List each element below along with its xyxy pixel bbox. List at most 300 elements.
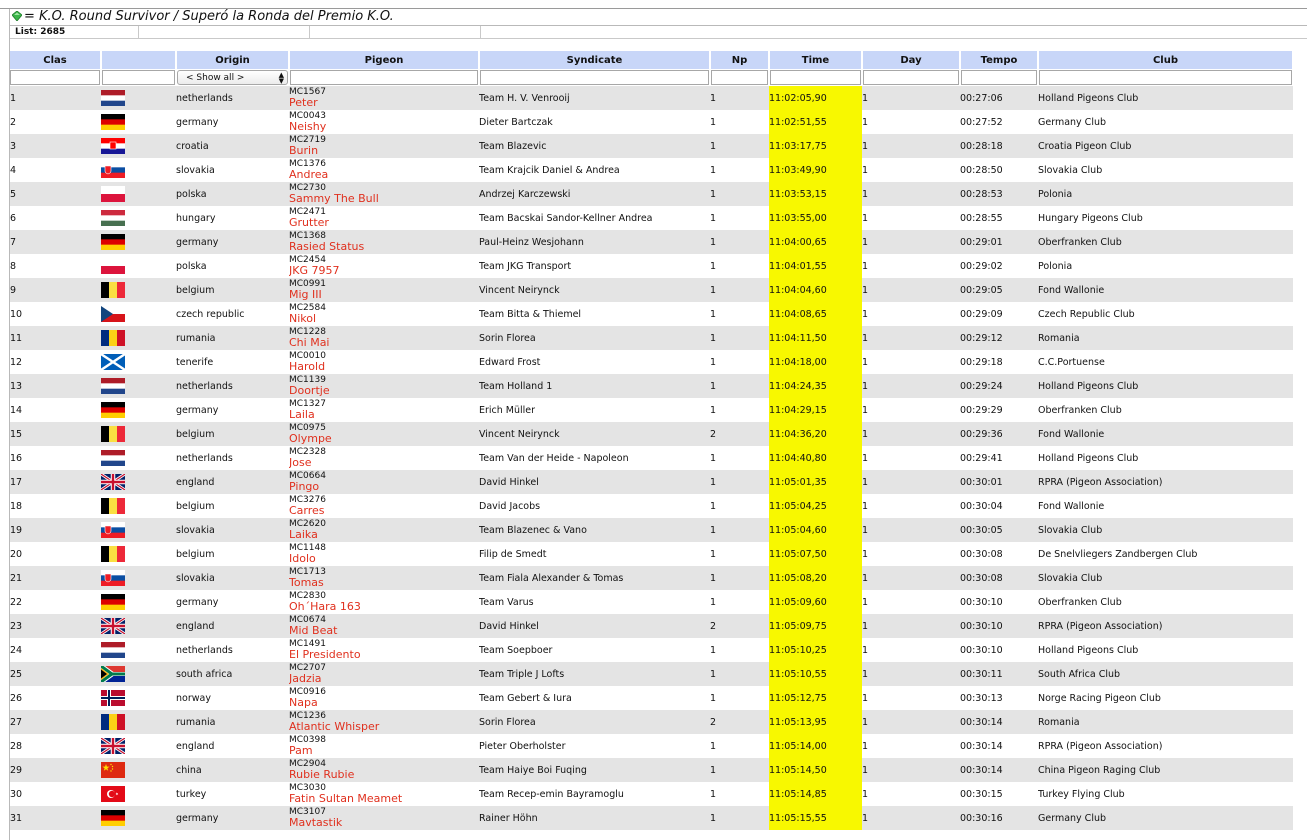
pigeon-id: MC2730 — [289, 183, 326, 193]
tempo-cell: 00:30:11 — [960, 662, 1038, 686]
pigeon-name-link[interactable]: Mig III — [289, 288, 322, 301]
flag-cell — [101, 542, 176, 566]
pigeon-name-link[interactable]: JKG 7957 — [289, 264, 340, 277]
np-cell: 1 — [710, 356, 717, 368]
table-row[interactable] — [10, 542, 1293, 566]
origin-cell: slovakia — [176, 518, 289, 542]
syndicate-cell: Team Blazenec & Vano — [479, 518, 710, 542]
tr-flag-icon — [101, 786, 125, 802]
flag-cell — [101, 302, 176, 326]
day-cell: 1 — [862, 566, 960, 590]
np-cell: 1 — [710, 452, 717, 464]
clas-cell: 27 — [10, 710, 101, 734]
club-cell: Oberfranken Club — [1038, 596, 1122, 608]
np-cell: 1 — [710, 662, 769, 686]
club-cell: China Pigeon Raging Club — [1038, 758, 1293, 782]
tempo-cell: 00:30:10 — [960, 644, 1003, 656]
pigeon-name-link[interactable]: Olympe — [289, 432, 332, 445]
clas-cell: 13 — [10, 374, 101, 398]
col-header-syndicate[interactable]: Syndicate — [479, 51, 710, 69]
pigeon-name-link[interactable]: Tomas — [289, 576, 324, 589]
np-cell: 2 — [710, 422, 769, 446]
flag-cell — [101, 86, 176, 110]
tempo-cell: 00:29:24 — [960, 374, 1038, 398]
club-cell: Polonia — [1038, 182, 1293, 206]
pigeon-id: MC2471 — [289, 207, 326, 217]
table-row[interactable] — [10, 350, 1293, 374]
np-cell: 1 — [710, 260, 717, 272]
tempo-cell: 00:30:08 — [960, 548, 1003, 560]
top-bar — [0, 0, 1307, 9]
table-row[interactable] — [10, 806, 1293, 830]
tempo-cell: 00:29:01 — [960, 230, 1038, 254]
syndicate-cell: Team Van der Heide - Napoleon — [479, 452, 629, 464]
syndicate-cell: Erich Müller — [479, 404, 536, 416]
syndicate-cell: Team Holland 1 — [479, 374, 710, 398]
pigeon-id: MC2830 — [289, 591, 326, 601]
day-cell: 1 — [862, 422, 960, 446]
clas-cell: 24 — [10, 644, 23, 656]
pigeon-id: MC1148 — [289, 543, 326, 553]
pigeon-id: MC2454 — [289, 255, 326, 265]
table-row[interactable] — [10, 230, 1293, 254]
day-cell: 1 — [862, 758, 960, 782]
clas-cell: 5 — [10, 182, 101, 206]
pigeon-name-link[interactable]: Rasied Status — [289, 240, 365, 253]
flag-cell — [101, 230, 176, 254]
time-cell: 11:05:08,20 — [769, 566, 862, 590]
table-row[interactable] — [10, 326, 1293, 350]
pigeon-id: MC0674 — [289, 615, 326, 625]
tempo-cell: 00:29:02 — [960, 260, 1003, 272]
flag-cell — [101, 350, 176, 374]
origin-cell: rumania — [176, 326, 289, 350]
flag-cell — [101, 446, 176, 470]
syndicate-filter-input[interactable] — [480, 70, 709, 85]
col-header-club[interactable]: Club — [1038, 51, 1293, 69]
pigeon-cell — [289, 734, 479, 758]
de-flag-icon — [101, 594, 125, 610]
club-cell: Fond Wallonie — [1038, 422, 1293, 446]
flag-cell — [101, 782, 176, 806]
pigeon-id: MC3107 — [289, 807, 326, 817]
day-cell: 1 — [862, 356, 869, 368]
pigeon-id: MC0975 — [289, 423, 326, 433]
day-cell: 1 — [862, 710, 960, 734]
pigeon-cell — [289, 494, 479, 518]
clas-cell: 8 — [10, 260, 17, 272]
clas-cell: 25 — [10, 662, 101, 686]
table-row[interactable] — [10, 374, 1293, 398]
flag-cell — [101, 614, 176, 638]
table-row[interactable] — [10, 638, 1293, 662]
col-header-flag — [101, 51, 176, 69]
pigeon-name-link[interactable]: Rubie Rubie — [289, 768, 355, 781]
club-cell: Slovakia Club — [1038, 566, 1293, 590]
pigeon-id: MC0010 — [289, 351, 326, 361]
time-cell: 11:05:13,95 — [769, 710, 862, 734]
clas-cell: 20 — [10, 548, 23, 560]
np-cell: 1 — [710, 164, 717, 176]
day-cell: 1 — [862, 230, 960, 254]
sk-flag-icon — [101, 522, 125, 538]
np-cell: 1 — [710, 116, 717, 128]
table-row[interactable] — [10, 566, 1293, 590]
tempo-cell: 00:30:08 — [960, 566, 1038, 590]
pigeon-filter-input[interactable] — [290, 70, 478, 85]
flag-cell — [101, 254, 176, 278]
time-cell: 11:03:17,75 — [769, 134, 862, 158]
clas-cell: 11 — [10, 326, 101, 350]
flag-cell — [101, 326, 176, 350]
np-cell: 1 — [710, 788, 717, 800]
pigeon-id: MC1139 — [289, 375, 326, 385]
pigeon-id: MC0916 — [289, 687, 326, 697]
list-count: List: 2685 — [10, 26, 139, 38]
tempo-cell: 00:30:05 — [960, 518, 1038, 542]
tempo-cell: 00:27:06 — [960, 86, 1038, 110]
origin-cell: england — [176, 740, 215, 752]
origin-cell: slovakia — [176, 164, 215, 176]
tempo-cell: 00:28:18 — [960, 134, 1038, 158]
pigeon-id: MC2719 — [289, 135, 326, 145]
day-cell: 1 — [862, 260, 869, 272]
pigeon-cell — [289, 758, 479, 782]
time-cell: 11:04:36,20 — [769, 422, 862, 446]
np-cell: 1 — [710, 374, 769, 398]
club-cell: Oberfranken Club — [1038, 230, 1293, 254]
flag-cell — [101, 662, 176, 686]
tempo-cell: 00:29:12 — [960, 326, 1038, 350]
day-cell: 1 — [862, 134, 960, 158]
pigeon-cell — [289, 326, 479, 350]
pigeon-name-link[interactable]: Oh´Hara 163 — [289, 600, 361, 613]
pigeon-name-link[interactable]: El Presidento — [289, 648, 361, 661]
table-row[interactable] — [10, 782, 1293, 806]
pigeon-name-link[interactable]: Carres — [289, 504, 325, 517]
time-cell: 11:05:07,50 — [769, 542, 862, 566]
de-flag-icon — [101, 114, 125, 130]
tempo-cell: 00:28:55 — [960, 212, 1003, 224]
club-cell: Romania — [1038, 326, 1293, 350]
time-cell: 11:05:14,00 — [769, 734, 862, 758]
table-row[interactable] — [10, 710, 1293, 734]
pigeon-name-link[interactable]: Laika — [289, 528, 318, 541]
club-cell: Oberfranken Club — [1038, 404, 1122, 416]
tempo-cell: 00:30:13 — [960, 692, 1003, 704]
pl-flag-icon — [101, 186, 125, 202]
np-cell: 1 — [710, 470, 769, 494]
pigeon-id: MC1327 — [289, 399, 326, 409]
pigeon-cell — [289, 470, 479, 494]
time-cell: 11:05:09,60 — [769, 590, 862, 614]
pigeon-name-link[interactable]: Pingo — [289, 480, 320, 493]
club-cell: RPRA (Pigeon Association) — [1038, 470, 1293, 494]
time-cell: 11:05:04,60 — [769, 518, 862, 542]
pigeon-cell — [289, 350, 479, 374]
time-cell: 11:04:04,60 — [769, 278, 862, 302]
clas-cell: 10 — [10, 308, 23, 320]
syndicate-cell: Team H. V. Venrooij — [479, 86, 710, 110]
clas-cell: 26 — [10, 692, 23, 704]
syndicate-cell: Edward Frost — [479, 356, 541, 368]
flag-cell — [101, 470, 176, 494]
time-cell: 11:05:14,50 — [769, 758, 862, 782]
table-row[interactable] — [10, 590, 1293, 614]
nl-flag-icon — [101, 378, 125, 394]
flag-cell — [101, 374, 176, 398]
ro-flag-icon — [101, 714, 125, 730]
time-cell: 11:03:55,00 — [769, 206, 862, 230]
flag-cell — [101, 182, 176, 206]
table-row[interactable] — [10, 302, 1293, 326]
pigeon-name-link[interactable]: Andrea — [289, 168, 329, 181]
pigeon-cell — [289, 206, 479, 230]
clas-cell: 29 — [10, 758, 101, 782]
clas-cell: 4 — [10, 164, 17, 176]
flag-cell — [101, 566, 176, 590]
flag-cell — [101, 422, 176, 446]
pigeon-name-link[interactable]: Burin — [289, 144, 319, 157]
pigeon-name-link[interactable]: Sammy The Bull — [289, 192, 379, 205]
pigeon-name-link[interactable]: Mavtastik — [289, 816, 343, 829]
table-row[interactable] — [10, 734, 1293, 758]
time-cell: 11:05:04,25 — [769, 494, 862, 518]
pigeon-cell — [289, 86, 479, 110]
table-row[interactable] — [10, 278, 1293, 302]
header-row — [10, 51, 1293, 69]
pigeon-cell — [289, 398, 479, 422]
pigeon-name-link[interactable]: Neishy — [289, 120, 327, 133]
col-header-clas[interactable]: Clas — [10, 51, 101, 69]
pigeon-cell — [289, 110, 479, 134]
flag-cell — [101, 758, 176, 782]
flag-cell — [101, 638, 176, 662]
flag-cell — [101, 134, 176, 158]
time-cell: 11:04:29,15 — [769, 398, 862, 422]
day-cell: 1 — [862, 692, 869, 704]
pigeon-cell — [289, 134, 479, 158]
table-row[interactable] — [10, 470, 1293, 494]
time-filter-input[interactable] — [770, 70, 861, 85]
pigeon-cell — [289, 542, 479, 566]
col-header-origin[interactable]: Origin — [176, 51, 289, 69]
table-row[interactable] — [10, 758, 1293, 782]
tempo-cell: 00:29:36 — [960, 422, 1038, 446]
club-cell: C.C.Portuense — [1038, 356, 1105, 368]
nl-flag-icon — [101, 90, 125, 106]
col-header-np[interactable]: Np — [710, 51, 769, 69]
syndicate-cell: Paul-Heinz Wesjohann — [479, 230, 710, 254]
origin-cell: germany — [176, 806, 289, 830]
pigeon-name-link[interactable]: Laila — [289, 408, 315, 421]
col-header-day[interactable]: Day — [862, 51, 960, 69]
club-filter-input[interactable] — [1039, 70, 1292, 85]
clas-cell: 16 — [10, 452, 23, 464]
pigeon-cell — [289, 614, 479, 638]
np-cell: 2 — [710, 614, 769, 638]
origin-cell: england — [176, 614, 289, 638]
table-row[interactable] — [10, 686, 1293, 710]
day-cell: 1 — [862, 212, 869, 224]
flag-filter-input[interactable] — [102, 70, 175, 85]
origin-filter-select[interactable] — [177, 70, 288, 85]
pigeon-name-link[interactable]: Peter — [289, 96, 318, 109]
table-row[interactable] — [10, 110, 1293, 134]
tempo-cell: 00:29:18 — [960, 356, 1003, 368]
origin-cell: belgium — [176, 278, 289, 302]
table-row[interactable] — [10, 422, 1293, 446]
clas-cell: 1 — [10, 86, 101, 110]
day-cell: 1 — [862, 470, 960, 494]
sc-flag-icon — [101, 354, 125, 370]
pigeon-id: MC2328 — [289, 447, 326, 457]
day-filter-input[interactable] — [863, 70, 959, 85]
pigeon-name-link[interactable]: Mid Beat — [289, 624, 338, 637]
table-row[interactable] — [10, 494, 1293, 518]
pigeon-name-link[interactable]: Idolo — [289, 552, 316, 565]
origin-cell: polska — [176, 182, 289, 206]
pigeon-cell — [289, 182, 479, 206]
origin-cell: turkey — [176, 788, 207, 800]
clas-cell: 18 — [10, 500, 23, 512]
tempo-cell: 00:30:01 — [960, 470, 1038, 494]
origin-cell: belgium — [176, 500, 215, 512]
pigeon-name-link[interactable]: Grutter — [289, 216, 329, 229]
day-cell: 1 — [862, 164, 869, 176]
clas-cell: 28 — [10, 740, 23, 752]
origin-cell: china — [176, 758, 289, 782]
clas-filter-input[interactable] — [10, 70, 100, 85]
day-cell: 1 — [862, 548, 869, 560]
day-cell: 1 — [862, 326, 960, 350]
time-cell: 11:05:10,25 — [769, 638, 862, 662]
col-header-tempo[interactable]: Tempo — [960, 51, 1038, 69]
pigeon-name-link[interactable]: Chi Mai — [289, 336, 330, 349]
syndicate-cell: Filip de Smedt — [479, 548, 547, 560]
club-cell: Fond Wallonie — [1038, 278, 1293, 302]
club-cell: De Snelvliegers Zandbergen Club — [1038, 548, 1198, 560]
hr-flag-icon — [101, 138, 125, 154]
time-cell: 11:04:24,35 — [769, 374, 862, 398]
pigeon-name-link[interactable]: Atlantic Whisper — [289, 720, 380, 733]
flag-cell — [101, 590, 176, 614]
be-flag-icon — [101, 498, 125, 514]
day-cell: 1 — [862, 308, 869, 320]
origin-cell: polska — [176, 260, 207, 272]
pigeon-name-link[interactable]: Jose — [289, 456, 312, 469]
table-row[interactable] — [10, 134, 1293, 158]
pigeon-name-link[interactable]: Harold — [289, 360, 326, 373]
origin-cell: england — [176, 470, 289, 494]
table-row[interactable] — [10, 518, 1293, 542]
np-cell: 2 — [710, 710, 769, 734]
np-cell: 1 — [710, 182, 769, 206]
pigeon-name-link[interactable]: Doortje — [289, 384, 330, 397]
day-cell: 1 — [862, 740, 869, 752]
time-cell: 11:03:53,15 — [769, 182, 862, 206]
tempo-cell: 00:30:16 — [960, 806, 1038, 830]
club-cell: Czech Republic Club — [1038, 308, 1135, 320]
clas-cell: 21 — [10, 566, 101, 590]
list-bar-cell — [310, 26, 481, 38]
clas-cell: 3 — [10, 134, 101, 158]
table-row[interactable] — [10, 398, 1293, 422]
flag-cell — [101, 806, 176, 830]
table-row[interactable] — [10, 182, 1293, 206]
syndicate-cell: Team Haiye Boi Fuqing — [479, 758, 710, 782]
pigeon-cell — [289, 254, 479, 278]
tempo-cell: 00:30:14 — [960, 710, 1038, 734]
clas-cell: 14 — [10, 404, 23, 416]
table-row[interactable] — [10, 662, 1293, 686]
club-cell: Slovakia Club — [1038, 164, 1103, 176]
pigeon-name-link[interactable]: Napa — [289, 696, 318, 709]
pigeon-id: MC1491 — [289, 639, 326, 649]
np-cell: 1 — [710, 500, 717, 512]
table-row[interactable] — [10, 254, 1293, 278]
np-filter-input[interactable] — [711, 70, 768, 85]
pigeon-id: MC2707 — [289, 663, 326, 673]
table-row[interactable] — [10, 158, 1293, 182]
clas-cell: 12 — [10, 356, 23, 368]
results-table — [10, 51, 1294, 830]
col-header-pigeon[interactable]: Pigeon — [289, 51, 479, 69]
table-row[interactable] — [10, 206, 1293, 230]
np-cell: 1 — [710, 86, 769, 110]
club-cell: Holland Pigeons Club — [1038, 452, 1139, 464]
pigeon-name-link[interactable]: Nikol — [289, 312, 317, 325]
pigeon-name-link[interactable]: Jadzia — [289, 672, 322, 685]
table-row[interactable] — [10, 86, 1293, 110]
time-cell: 11:04:08,65 — [769, 302, 862, 326]
time-cell: 11:05:10,55 — [769, 662, 862, 686]
tempo-cell: 00:29:29 — [960, 404, 1003, 416]
club-cell: Turkey Flying Club — [1038, 788, 1125, 800]
table-row[interactable] — [10, 446, 1293, 470]
flag-cell — [101, 710, 176, 734]
tempo-filter-input[interactable] — [961, 70, 1037, 85]
col-header-time[interactable]: Time — [769, 51, 862, 69]
no-flag-icon — [101, 690, 125, 706]
be-flag-icon — [101, 282, 125, 298]
pigeon-name-link[interactable]: Fatin Sultan Meamet — [289, 792, 403, 805]
pigeon-cell — [289, 278, 479, 302]
clas-cell: 22 — [10, 596, 23, 608]
time-cell: 11:04:18,00 — [769, 350, 862, 374]
syndicate-cell: Team Bacskai Sandor-Kellner Andrea — [479, 212, 653, 224]
syndicate-cell: Team JKG Transport — [479, 260, 572, 272]
np-cell: 1 — [710, 596, 717, 608]
tempo-cell: 00:30:04 — [960, 500, 1003, 512]
pigeon-name-link[interactable]: Pam — [289, 744, 313, 757]
pigeon-id: MC1236 — [289, 711, 326, 721]
za-flag-icon — [101, 666, 125, 682]
pigeon-id: MC2584 — [289, 303, 326, 313]
pigeon-cell — [289, 782, 479, 806]
pigeon-cell — [289, 590, 479, 614]
day-cell: 1 — [862, 788, 869, 800]
table-row[interactable] — [10, 614, 1293, 638]
club-cell: Fond Wallonie — [1038, 500, 1105, 512]
club-cell: Croatia Pigeon Club — [1038, 134, 1293, 158]
pigeon-id: MC0991 — [289, 279, 326, 289]
origin-cell: south africa — [176, 662, 289, 686]
day-cell: 1 — [862, 662, 960, 686]
pigeon-cell — [289, 686, 479, 710]
np-cell: 1 — [710, 212, 717, 224]
origin-cell: germany — [176, 116, 219, 128]
